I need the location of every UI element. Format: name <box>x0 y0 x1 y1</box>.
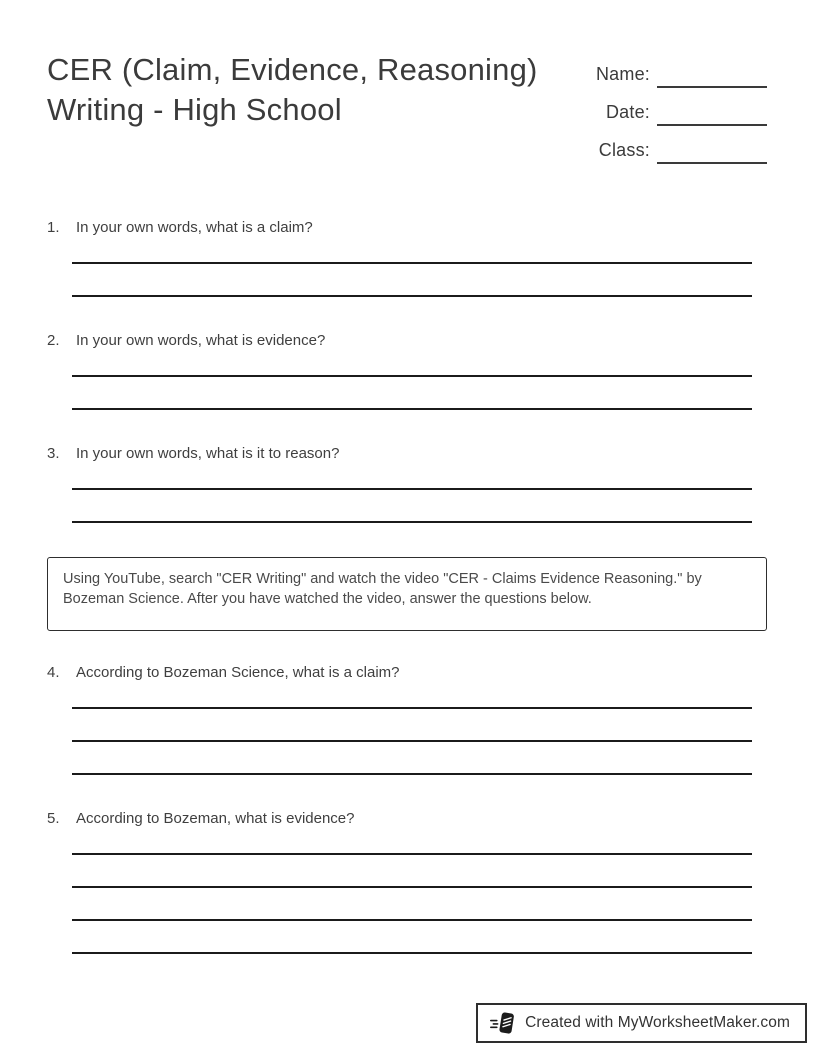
answer-line <box>72 490 752 523</box>
question-block <box>47 444 767 523</box>
question-block <box>47 218 767 297</box>
worksheet-maker-logo-icon <box>490 1011 517 1036</box>
header-field-label: Date: <box>605 102 650 122</box>
answer-line <box>72 683 752 709</box>
answer-line <box>72 377 752 410</box>
header-field-row <box>569 88 767 126</box>
header-field-blank <box>657 138 767 164</box>
answer-lines <box>72 829 752 954</box>
question-text: In your own words, what is it to reason? <box>76 445 340 462</box>
answer-line <box>72 351 752 377</box>
header-fields <box>569 50 767 164</box>
header-field-row <box>569 126 767 164</box>
question-number: 4. <box>47 664 60 681</box>
instruction-text: Using YouTube, search "CER Writing" and watch the video "CER - Claims Evidence Reasoning." by Bozeman Science. After you have watched the video, answer the questions below. <box>63 571 702 607</box>
question-block <box>47 663 767 775</box>
question-number: 1. <box>47 219 60 236</box>
question-text: According to Bozeman Science, what is a claim? <box>76 664 400 681</box>
worksheet-header <box>47 50 767 164</box>
answer-lines <box>72 351 752 410</box>
question-text: According to Bozeman, what is evidence? <box>76 810 355 827</box>
answer-line <box>72 888 752 921</box>
page-title: CER (Claim, Evidence, Reasoning) Writing - High School <box>47 52 538 127</box>
question-number: 5. <box>47 810 60 827</box>
answer-line <box>72 238 752 264</box>
header-field-blank <box>657 100 767 126</box>
answer-line <box>72 264 752 297</box>
question-number: 3. <box>47 445 60 462</box>
header-field-row <box>569 50 767 88</box>
questions-section <box>47 218 767 954</box>
question-block <box>47 809 767 954</box>
header-field-label: Name: <box>595 64 650 84</box>
answer-lines <box>72 683 752 775</box>
question-block <box>47 331 767 410</box>
header-field-blank <box>657 62 767 88</box>
answer-line <box>72 709 752 742</box>
footer-credit-text: Created with MyWorksheetMaker.com <box>525 1014 790 1031</box>
answer-line <box>72 855 752 888</box>
question-text: In your own words, what is evidence? <box>76 332 326 349</box>
instruction-box <box>47 557 767 631</box>
footer-credit-link[interactable] <box>476 1003 807 1043</box>
answer-line <box>72 829 752 855</box>
header-field-label: Class: <box>598 140 650 160</box>
answer-lines <box>72 238 752 297</box>
answer-line <box>72 742 752 775</box>
answer-lines <box>72 464 752 523</box>
answer-line <box>72 464 752 490</box>
question-number: 2. <box>47 332 60 349</box>
question-text: In your own words, what is a claim? <box>76 219 313 236</box>
answer-line <box>72 921 752 954</box>
